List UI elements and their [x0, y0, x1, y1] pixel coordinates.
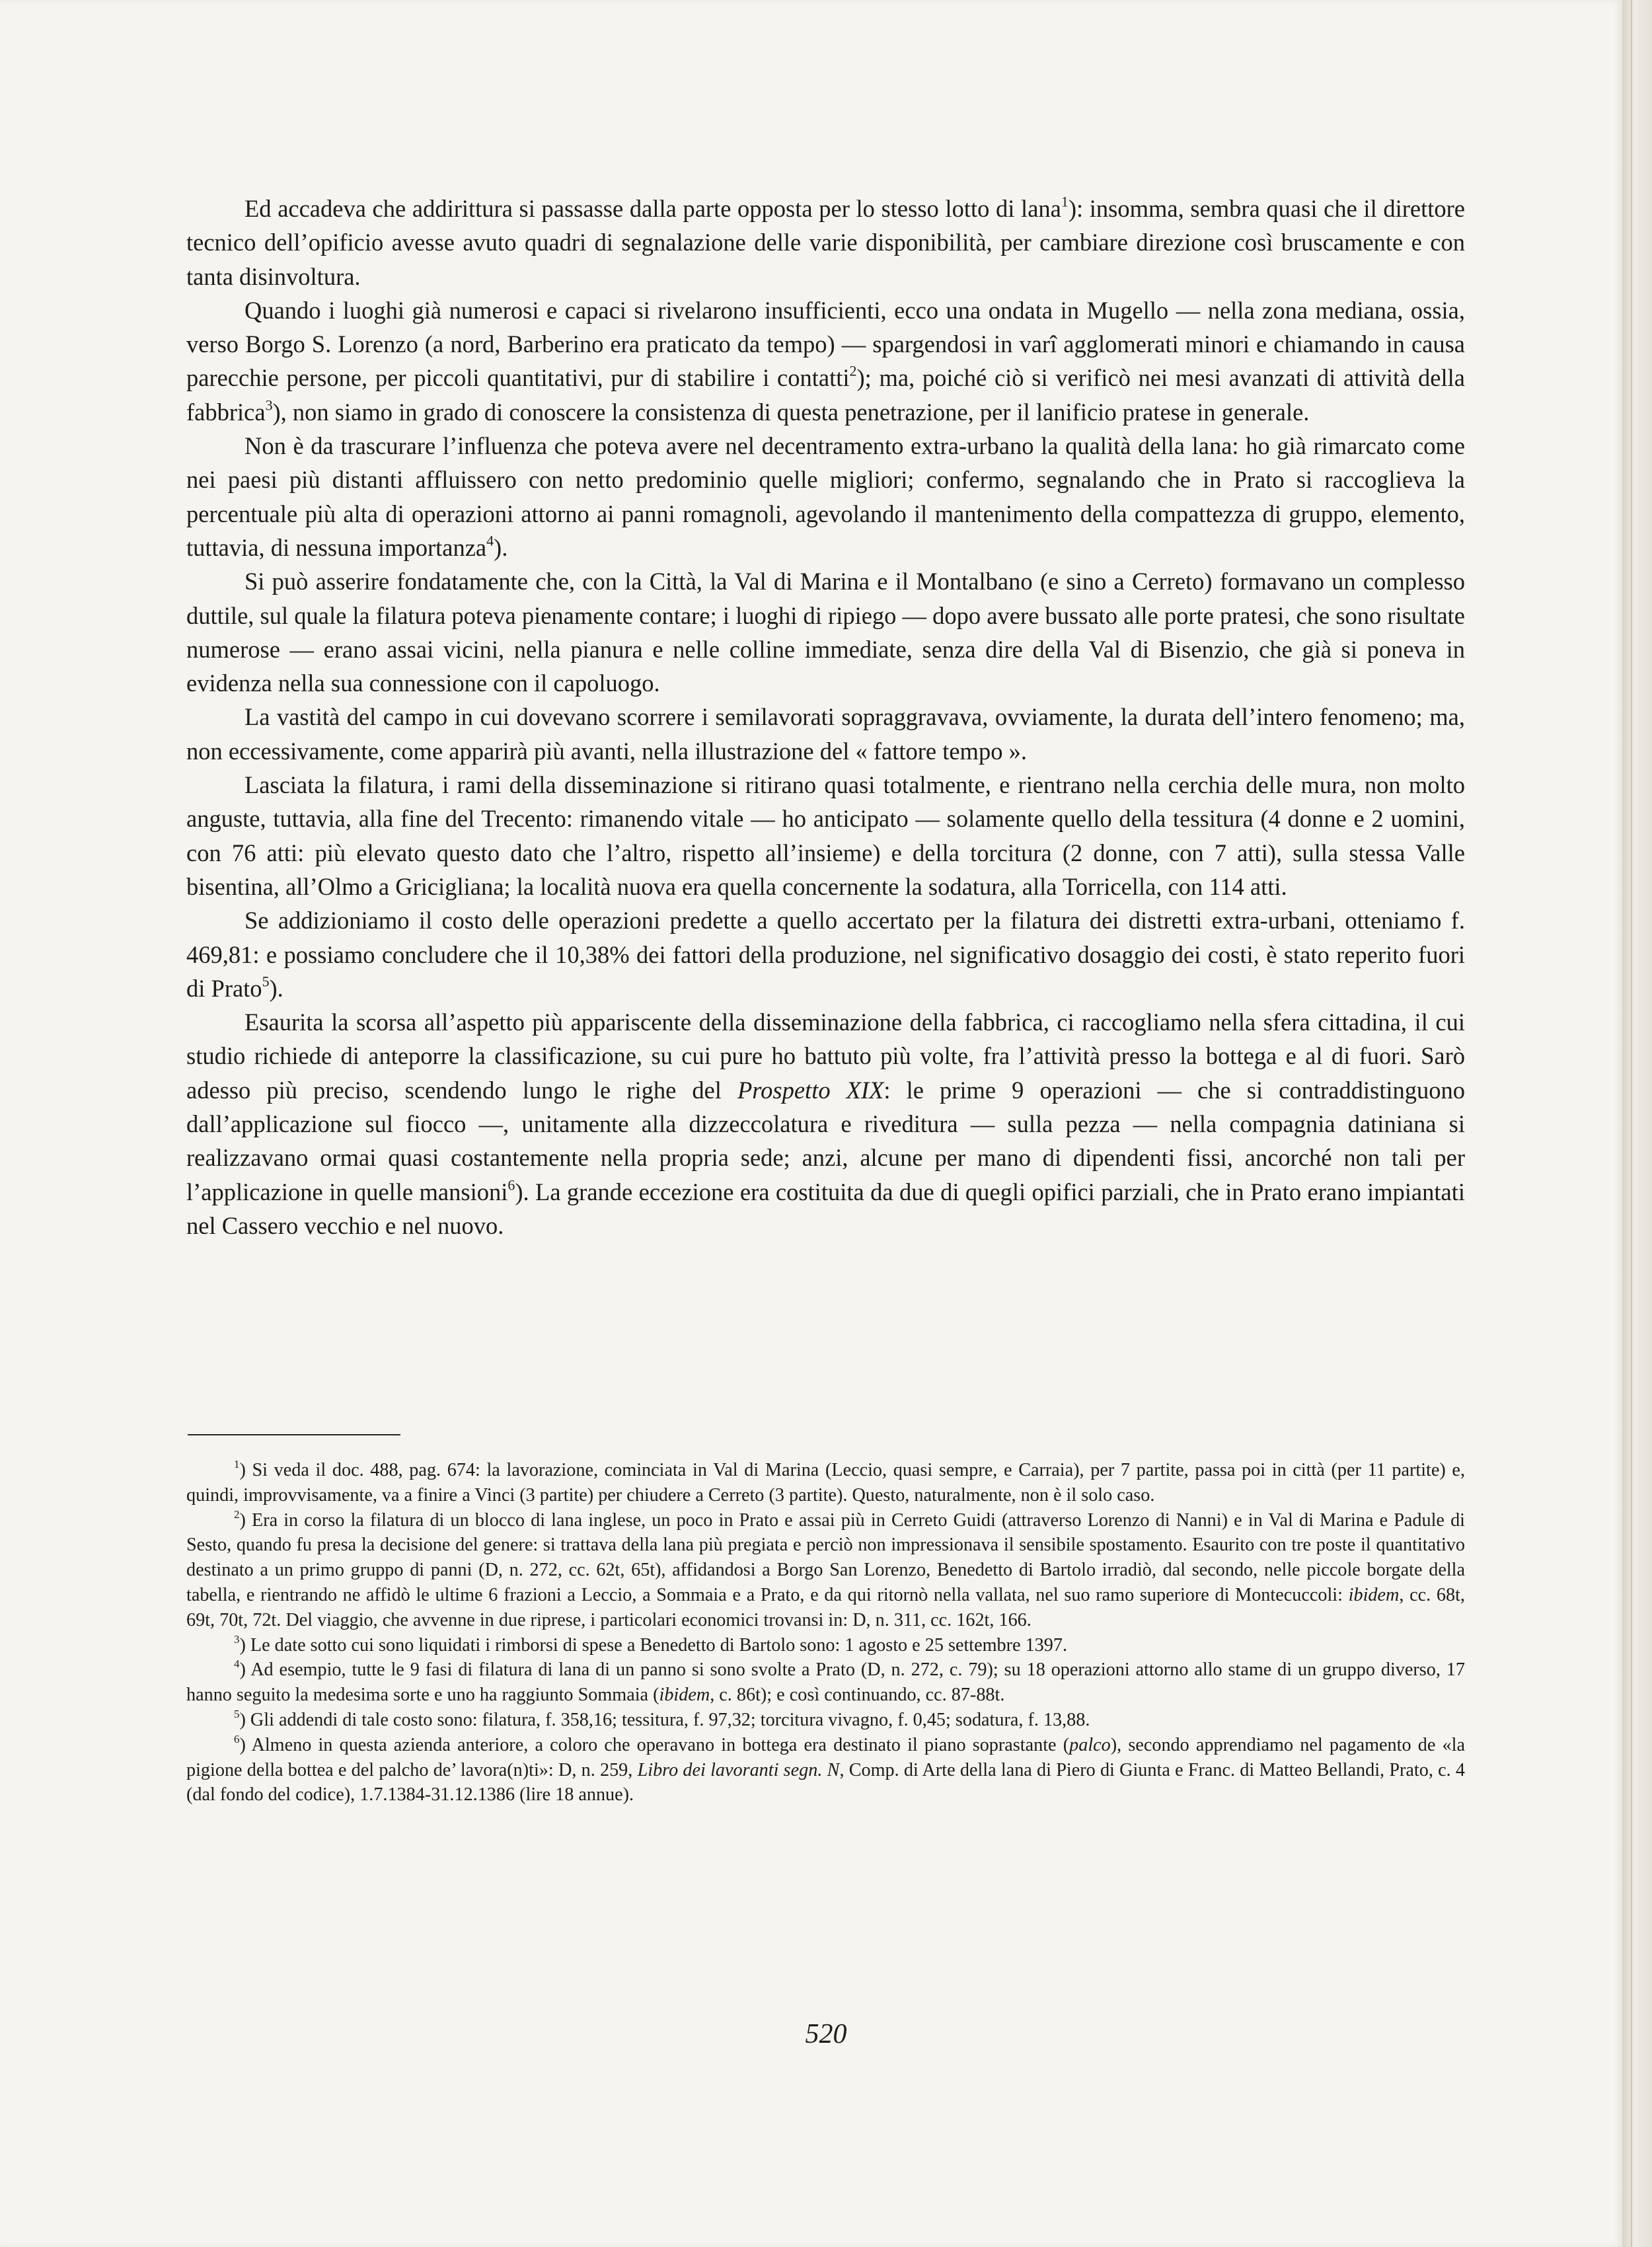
footnote-3: $^3$) Le date sotto cui sono liquidati i rimborsi di spese a Benedetto di Bartolo sono: 1 agosto e 25 settembre 1397. — [234, 1632, 1068, 1656]
footnote-ref-4: 4 — [486, 532, 494, 549]
footnote-ref-6: 6 — [507, 1176, 515, 1194]
footnote-ref-1: 1 — [1061, 193, 1069, 210]
footnote-ref-3: 3 — [265, 397, 273, 414]
footnote-5: $^5$) Gli addendi di tale costo sono: filatura, f. 358,16; tessitura, f. 97,32; torcitura vivagno, f. 0,45; sodatura, f. 13,88. — [234, 1708, 1090, 1730]
paragraph-3: Non è da trascurare l’influenza che poteva avere nel decentramento extra-urbano la qualità della lana: ho già rimarcato come nei paesi più distanti affluissero con netto predominio quelle migliori; confermo, segnalando che in Prato si raccoglieva la percentuale più alta di operazioni attorno ai panni romagnoli, agevolando il mantenimento della compattezza di gruppo, elemento, tuttavia, di nessuna importanza$^4$). — [186, 432, 1465, 561]
footnote-separator — [188, 1434, 400, 1435]
footnote-1: $^1$) Si veda il doc. 488, pag. 674: la lavorazione, cominciata in Val di Marina (Leccio, quasi sempre, e Carraia), per 7 partite, passa poi in città (per 11 partite) e, quindi, improvvisamente, va a finire a Vinci (3 partite) per chiudere a Cerreto (3 partite). Questo, naturalmente, non è il solo caso. — [186, 1458, 1465, 1505]
page-number: 520 — [805, 2019, 847, 2049]
paragraph-6: Lasciata la filatura, i rami della disseminazione si ritirano quasi totalmente, e rientrano nella cerchia delle mura, non molto anguste, tuttavia, alla fine del Trecento: rimanendo vitale — ho anticipato — solamente quello della tessitura (4 donne e 2 uomini, con 76 atti: più elevato questo dato che l’altro, rispetto all’insieme) e della torcitura (2 donne, con 7 atti), sulla stessa Valle bisentina, all’Olmo a Gricigliana; la località nuova era quella concernente la sodatura, alla Torricella, con 114 atti. — [186, 771, 1465, 900]
paragraph-4: Si può asserire fondatamente che, con la Città, la Val di Marina e il Montalbano (e sino a Cerreto) formavano un complesso duttile, sul quale la filatura poteva pienamente contare; i luoghi di ripiego — dopo avere bussato alle porte pratesi, che sono risultate numerose — erano assai vicini, nella pianura e nelle colline immediate, senza dire della Val di Bisenzio, che già si poneva in evidenza nella sua connessione con il capoluogo. — [186, 568, 1465, 697]
page-edge — [1622, 0, 1652, 2247]
paragraph-7: Se addizioniamo il costo delle operazioni predette a quello accertato per la filatura dei distretti extra-urbani, otteniamo f. 469,81: e possiamo concludere che il 10,38% dei fattori della produzione, nel significativo dosaggio dei costi, è stato reperito fuori di Prato$^5$). — [186, 907, 1465, 1002]
footnotes — [186, 1458, 1465, 1808]
prospetto-title: Prospetto XIX — [737, 1076, 884, 1104]
page-fold-line — [1631, 0, 1632, 2247]
paragraph-5: La vastità del campo in cui dovevano scorrere i semilavorati sopraggravava, ovviamente, la durata dell’intero fenomeno; ma, non eccessivamente, come apparirà più avanti, nella illustrazione del « fattore tempo ». — [186, 703, 1465, 765]
footnote-4: $^4$) Ad esempio, tutte le 9 fasi di filatura di lana di un panno si sono svolte a Prato (D, n. 272, c. 79); su 18 operazioni attorno allo stame di un gruppo diverso, 17 hanno seguito la medesima sorte e uno ha raggiunto Sommaia (ibidem, c. 86t); e così continuando, cc. 87-88t. — [186, 1657, 1465, 1706]
footnote-6: $^6$) Almeno in questa azienda anteriore, a coloro che operavano in bottega era destinato il piano soprastante (palco), secondo apprendiamo nel pagamento de «la pigione della bottea e del palcho de’ lavora(n)ti»: D, n. 259, Libro dei lavoranti segn. N, Comp. di Arte della lana di Piero di Giunta e Franc. di Matteo Bellandi, Prato, c. 4 (dal fondo del codice), 1.7.1384-31.12.1386 (lire 18 annue). — [186, 1732, 1465, 1806]
footnote-ref-2: 2 — [849, 363, 857, 380]
footnote-ref-5: 5 — [262, 973, 270, 990]
main-text — [186, 192, 1465, 1242]
paragraph-8: Esaurita la scorsa all’aspetto più appariscente della disseminazione della fabbrica, ci raccogliamo nella sfera cittadina, il cui studio richiede di anteporre la classificazione, su cui pure ho battuto più volte, fra l’attività presso la bottega e al di fuori. Sarò adesso più preciso, scendendo lungo le righe del Prospetto XIX: le prime 9 operazioni — che si contraddistinguono dall’applicazione sul fiocco —, unitamente alla dizzeccolatura e riveditura — sulla pezza — nella compagnia datiniana si realizzavano ormai quasi costantemente nella propria sede; anzi, alcune per mano di dipendenti fissi, ancorché non tali per l’applicazione in quelle mansioni$^6$). La grande eccezione era costituita da due di quegli opifici parziali, che in Prato erano impiantati nel Cassero vecchio e nel nuovo. — [186, 1009, 1466, 1239]
paragraph-2: Quando i luoghi già numerosi e capaci si rivelarono insufficienti, ecco una ondata in Mugello — nella zona mediana, ossia, verso Borgo S. Lorenzo (a nord, Barberino era praticato da tempo) — spargendosi in varî agglomerati minori e chiamando in causa parecchie persone, per piccoli quantitativi, pur di stabilire i contatti$^2$); ma, poiché ciò si verificò nei mesi avanzati di attività della fabbrica$^3$), non siamo in grado di conoscere la consistenza di questa penetrazione, per il lanificio pratese in generale. — [186, 296, 1465, 426]
paragraph-1: Ed accadeva che addirittura si passasse dalla parte opposta per lo stesso lotto di lana$^1$): insomma, sembra quasi che il direttore tecnico dell’opificio avesse avuto quadri di segnalazione delle varie disponibilità, per cambiare direzione così bruscamente e con tanta disinvoltura. — [186, 193, 1466, 290]
footnote-2: $^2$) Era in corso la filatura di un blocco di lana inglese, un poco in Prato e assai più in Cerreto Guidi (attraverso Lorenzo di Nanni) e in Val di Marina e Padule di Sesto, quando fu presa la decisione del genere: si trattava della lana più pregiata e perciò non impressionava il sensibile spostamento. Esaurito con tre poste il quantitativo destinato a un primo gruppo di panni (D, n. 272, cc. 62t, 65t), affidandosi a Borgo San Lorenzo, Benedetto di Bartolo irradiò, dal secondo, nelle piccole borgate della tabella, e rientrando ne affidò le ultime 6 frazioni a Leccio, a Sommaia e a Prato, e da qui ritornò nella vallata, nel suo ramo superiore di Montecuccoli: ibidem, cc. 68t, 69t, 70t, 72t. Del viaggio, che avvenne in due riprese, i particolari economici trovansi in: D, n. 311, cc. 162t, 166. — [186, 1507, 1465, 1630]
